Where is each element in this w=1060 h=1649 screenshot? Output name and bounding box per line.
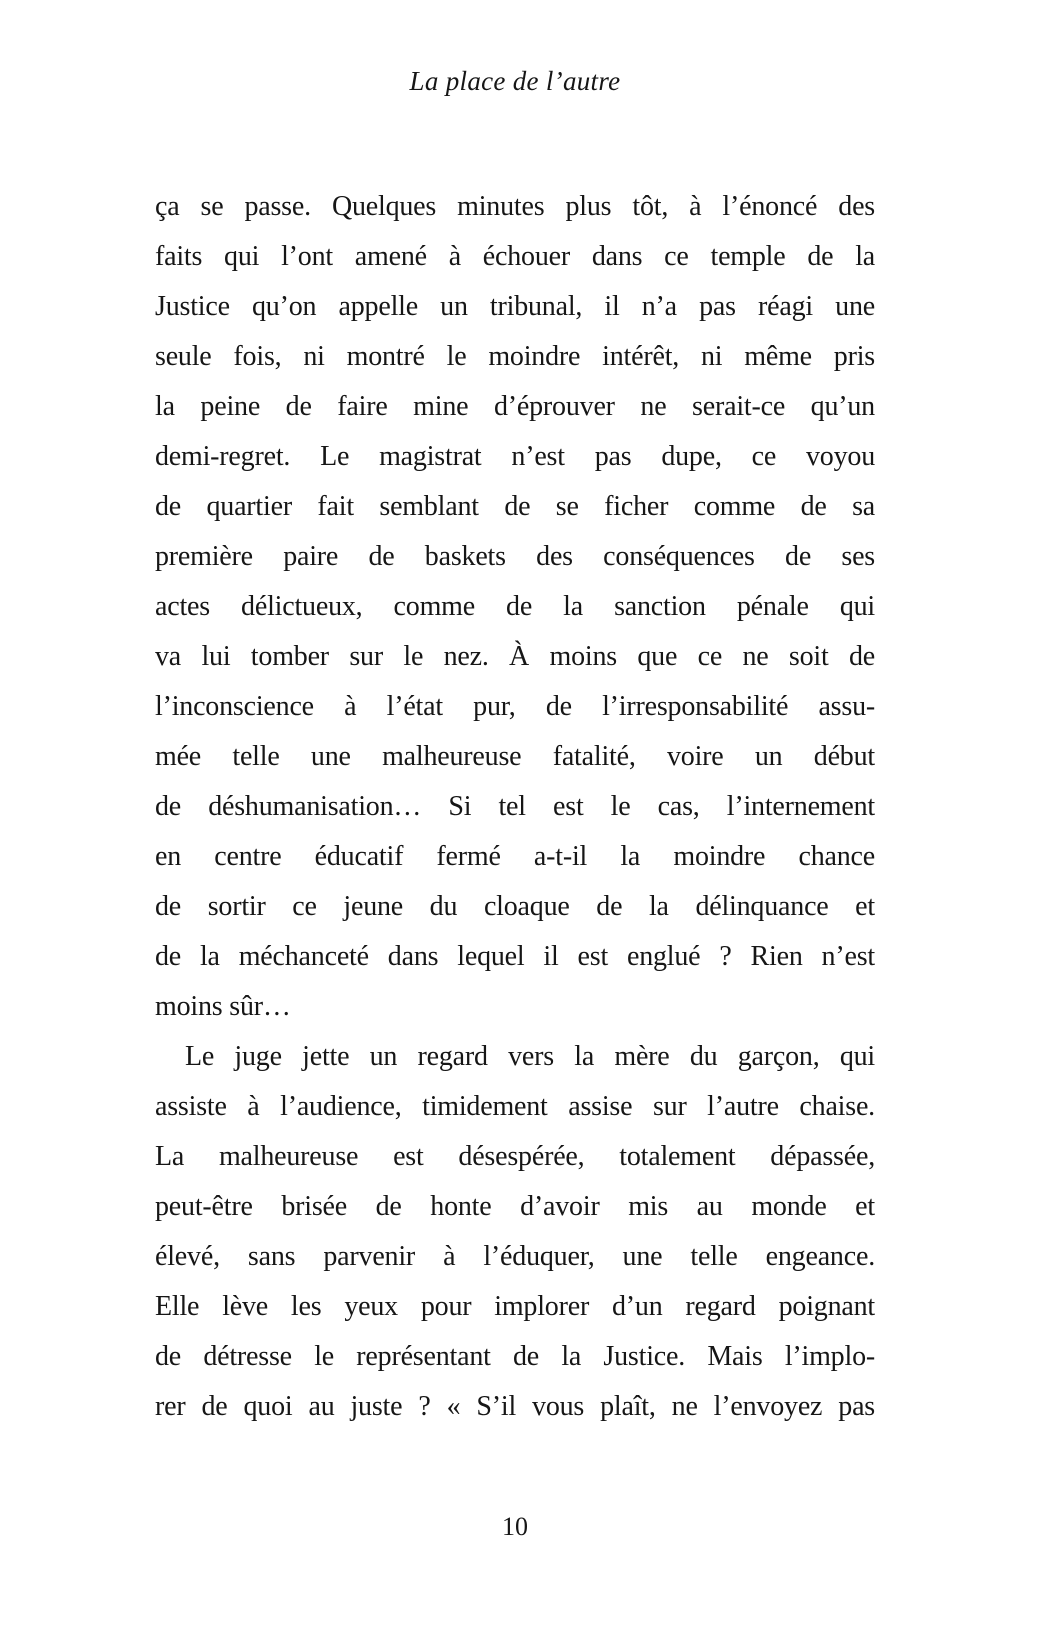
- text-line: en centre éducatif fermé a-t-il la moindre chance: [155, 841, 875, 872]
- text-line: actes délictueux, comme de la sanction pénale qui: [155, 591, 875, 622]
- page-number: 10: [502, 1512, 528, 1541]
- text-line: assiste à l’audience, timidement assise sur l’autre chaise.: [155, 1091, 875, 1122]
- text-line: moins sûr…: [155, 991, 291, 1022]
- text-line: de déshumanisation… Si tel est le cas, l’internement: [155, 791, 875, 822]
- text-line: La malheureuse est désespérée, totalement dépassée,: [155, 1141, 875, 1172]
- text-line: Le juge jette un regard vers la mère du garçon, qui: [185, 1041, 875, 1072]
- text-line: de quartier fait semblant de se ficher comme de sa: [155, 491, 875, 522]
- text-line: élevé, sans parvenir à l’éduquer, une telle engeance.: [155, 1241, 875, 1272]
- text-line: ça se passe. Quelques minutes plus tôt, à l’énoncé des: [155, 191, 875, 222]
- running-header: La place de l’autre: [409, 66, 621, 96]
- text-line: Elle lève les yeux pour implorer d’un regard poignant: [155, 1291, 875, 1322]
- text-line: l’inconscience à l’état pur, de l’irresponsabilité assu-: [155, 691, 875, 722]
- text-line: première paire de baskets des conséquences de ses: [155, 541, 875, 572]
- text-block: [155, 182, 875, 1432]
- text-line: Justice qu’on appelle un tribunal, il n’a pas réagi une: [155, 291, 875, 322]
- text-line: faits qui l’ont amené à échouer dans ce temple de la: [155, 241, 875, 272]
- text-line: va lui tomber sur le nez. À moins que ce ne soit de: [155, 641, 875, 672]
- text-line: de sortir ce jeune du cloaque de la délinquance et: [155, 891, 875, 922]
- text-line: de la méchanceté dans lequel il est englué ? Rien n’est: [155, 941, 875, 972]
- text-line: de détresse le représentant de la Justice. Mais l’implo-: [155, 1341, 875, 1372]
- text-line: la peine de faire mine d’éprouver ne serait-ce qu’un: [155, 391, 875, 422]
- text-line: seule fois, ni montré le moindre intérêt, ni même pris: [155, 341, 875, 372]
- text-line: mée telle une malheureuse fatalité, voire un début: [155, 741, 875, 772]
- text-line: rer de quoi au juste ? « S’il vous plaît, ne l’envoyez pas: [155, 1391, 875, 1422]
- text-line: demi-regret. Le magistrat n’est pas dupe, ce voyou: [155, 441, 875, 472]
- text-line: peut-être brisée de honte d’avoir mis au monde et: [155, 1191, 875, 1222]
